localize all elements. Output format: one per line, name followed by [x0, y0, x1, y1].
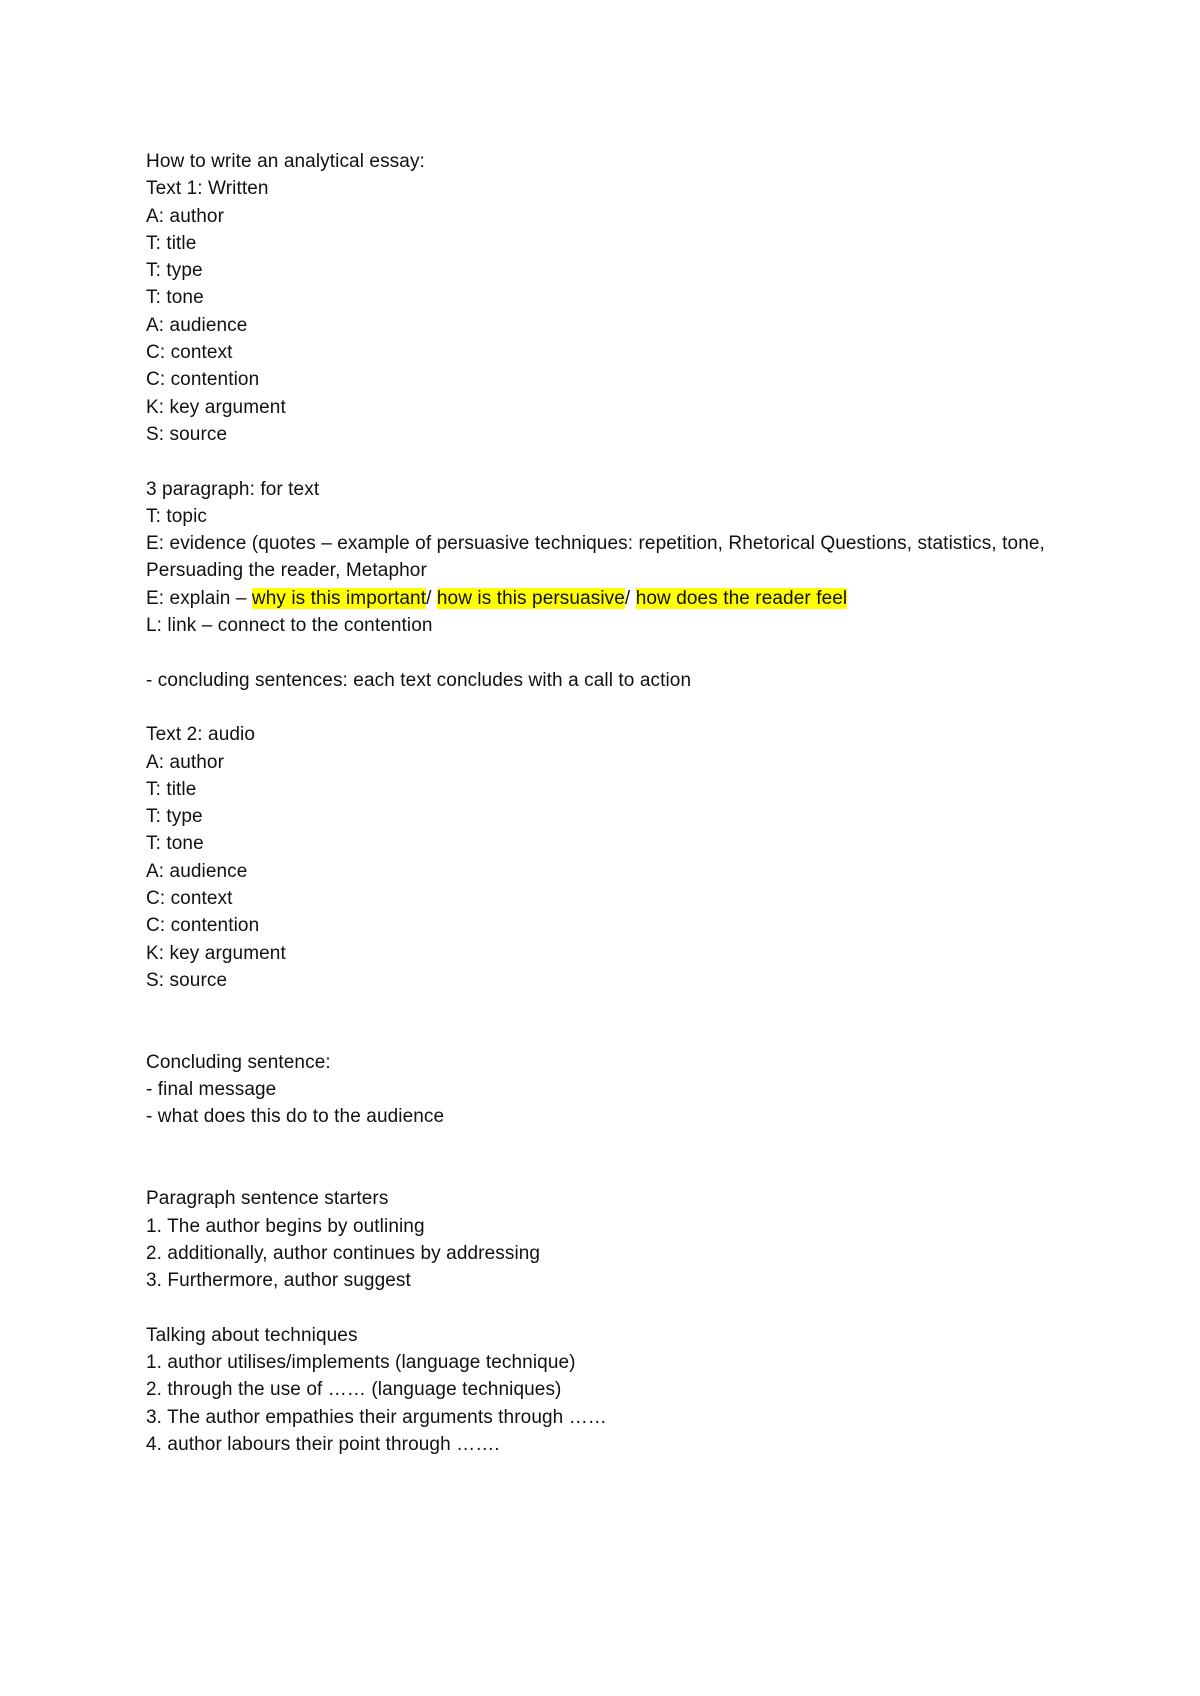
text2-item-tone: T: tone — [146, 833, 204, 855]
spacer — [146, 448, 1066, 475]
text1-item-author: A: author — [146, 205, 225, 227]
sentence-starter-item: 2. additionally, author continues by addressing — [146, 1242, 541, 1264]
text2-item-type: T: type — [146, 806, 203, 828]
text1-item-tone: T: tone — [146, 287, 204, 309]
sentence-starter-item: 3. Furthermore, author suggest — [146, 1270, 411, 1292]
spacer — [146, 639, 1066, 666]
spacer — [146, 694, 1066, 721]
text2-heading: Text 2: audio — [146, 724, 256, 746]
paragraph-section — [146, 476, 1066, 640]
text1-heading: Text 1: Written — [146, 178, 269, 200]
technique-item: 4. author labours their point through ……. — [146, 1433, 500, 1455]
text1-section — [146, 175, 1066, 448]
technique-item: 3. The author empathies their arguments through …… — [146, 1406, 607, 1428]
sentence-starter-item: 1. The author begins by outlining — [146, 1215, 425, 1237]
text1-item-context: C: context — [146, 342, 233, 364]
text1-item-contention: C: contention — [146, 369, 260, 391]
paragraph-topic: T: topic — [146, 505, 207, 527]
paragraph-link: L: link – connect to the contention — [146, 615, 433, 637]
concluding-item-audience-effect: - what does this do to the audience — [146, 1106, 445, 1128]
explain-separator: / — [426, 587, 437, 609]
text1-item-title: T: title — [146, 232, 197, 254]
spacer — [146, 1158, 1066, 1185]
concluding-note: - concluding sentences: each text concludes with a call to action — [146, 669, 692, 691]
document-body — [146, 148, 1066, 1458]
text2-item-key-argument: K: key argument — [146, 942, 286, 964]
paragraph-explain — [146, 585, 1066, 612]
page-title: How to write an analytical essay: — [146, 151, 425, 172]
highlight-why-important: why is this important — [251, 587, 427, 609]
sentence-starters-section — [146, 1185, 1066, 1294]
spacer — [146, 1294, 1066, 1321]
techniques-section — [146, 1322, 1066, 1458]
text2-item-author: A: author — [146, 751, 225, 773]
text2-item-context: C: context — [146, 888, 233, 910]
explain-prefix: E: explain – — [146, 587, 252, 609]
text2-item-source: S: source — [146, 969, 228, 991]
technique-item: 2. through the use of …… (language techniques) — [146, 1379, 562, 1401]
concluding-sentence-section — [146, 1049, 1066, 1131]
text2-item-title: T: title — [146, 778, 197, 800]
spacer — [146, 1131, 1066, 1158]
highlight-reader-feel: how does the reader feel — [635, 587, 848, 609]
paragraph-heading: 3 paragraph: for text — [146, 478, 320, 500]
concluding-item-final-message: - final message — [146, 1079, 277, 1101]
spacer — [146, 1022, 1066, 1049]
text1-item-audience: A: audience — [146, 314, 248, 336]
paragraph-evidence: E: evidence (quotes – example of persuasive techniques: repetition, Rhetorical Questions, statistics, tone, Persuading the reader, Metaphor — [146, 533, 1045, 582]
text2-section — [146, 721, 1066, 994]
concluding-sentence-heading: Concluding sentence: — [146, 1051, 331, 1073]
spacer — [146, 994, 1066, 1021]
text2-item-audience: A: audience — [146, 860, 248, 882]
text1-item-key-argument: K: key argument — [146, 396, 286, 418]
text1-item-type: T: type — [146, 260, 203, 282]
techniques-heading: Talking about techniques — [146, 1324, 358, 1346]
text2-item-contention: C: contention — [146, 915, 260, 937]
text1-item-source: S: source — [146, 423, 228, 445]
highlight-how-persuasive: how is this persuasive — [436, 587, 625, 609]
technique-item: 1. author utilises/implements (language technique) — [146, 1352, 576, 1374]
explain-separator: / — [624, 587, 636, 609]
sentence-starters-heading: Paragraph sentence starters — [146, 1188, 389, 1210]
